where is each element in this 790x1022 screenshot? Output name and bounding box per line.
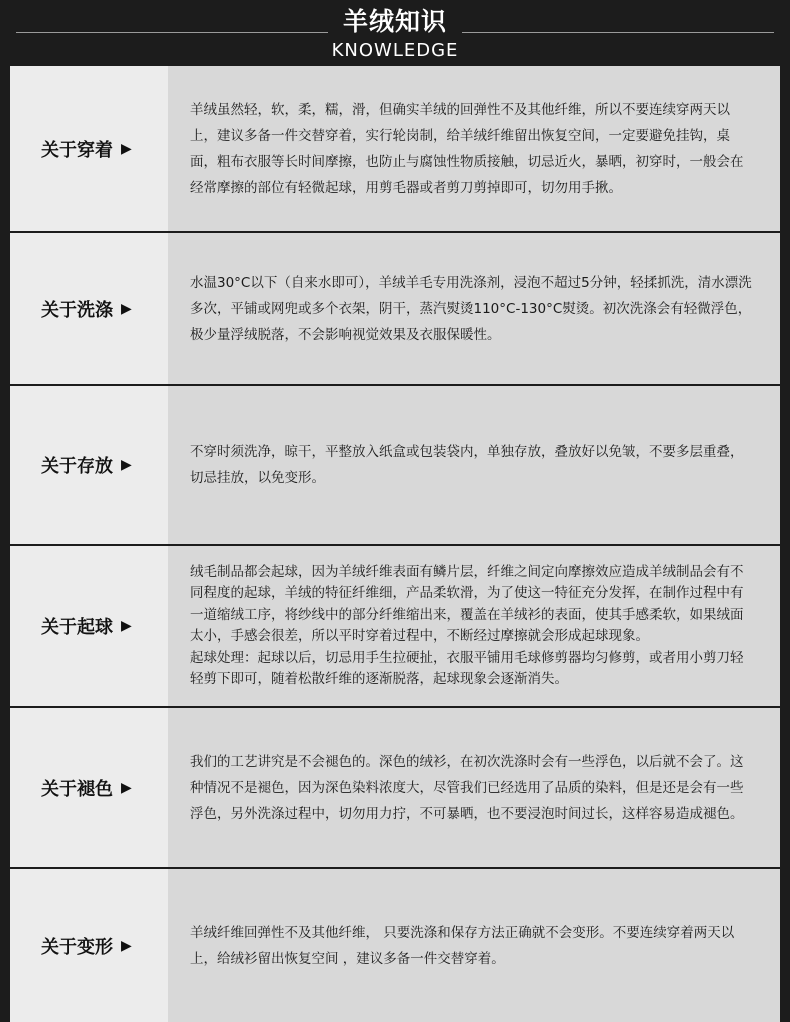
row-content <box>168 546 780 706</box>
table-row-deformation <box>10 869 780 1022</box>
row-content <box>168 233 780 384</box>
table-row-storage <box>10 386 780 546</box>
row-label <box>10 546 168 706</box>
row-label-text: 关于变形 <box>41 936 113 958</box>
row-label <box>10 233 168 384</box>
arrow-right-icon: ▶ <box>121 457 132 473</box>
row-text: 水温30°C以下（自来水即可），羊绒羊毛专用洗涤剂，浸泡不超过5分钟，轻揉抓洗，清水漂洗多次，平铺或网兜或多个衣架，阴干，蒸汽熨烫110°C-130°C熨烫。初次洗涤会有轻微浮色，极少量浮绒脱落，不会影响视觉效果及衣服保暖性。 <box>190 274 752 343</box>
row-label <box>10 66 168 231</box>
row-label-text: 关于褪色 <box>41 778 113 800</box>
row-label-text: 关于穿着 <box>41 139 113 161</box>
row-label <box>10 869 168 1022</box>
table-row-fading <box>10 708 780 869</box>
table-row-wearing <box>10 66 780 233</box>
arrow-right-icon: ▶ <box>121 937 132 954</box>
row-content <box>168 386 780 544</box>
row-label <box>10 386 168 544</box>
section-title: 羊绒知识 <box>342 7 447 36</box>
arrow-right-icon: ▶ <box>121 618 132 634</box>
row-text: 我们的工艺讲究是不会褪色的。深色的绒衫，在初次洗涤时会有一些浮色，以后就不会了。这种情况不是褪色，因为深色染料浓度大，尽管我们已经选用了品质的染料，但是还是会有一些浮色，另外洗涤过程中，切勿用力拧，不可暴晒，也不要浸泡时间过长，这样容易造成褪色。 <box>190 753 744 822</box>
row-content <box>168 869 780 1022</box>
row-text: 羊绒虽然轻，软，柔，糯，滑，但确实羊绒的回弹性不及其他纤维，所以不要连续穿两天以上，建议多备一件交替穿着，实行轮岗制，给羊绒纤维留出恢复空间，一定要避免挂钩，桌面，粗布衣服等长时间摩擦，也防止与腐蚀性物质接触，切忌近火，暴晒，初穿时，一般会在经常摩擦的部位有轻微起球，用剪毛器或者剪刀剪掉即可，切勿用手揪。 <box>190 101 744 196</box>
table-row-pilling <box>10 546 780 708</box>
row-content <box>168 66 780 231</box>
arrow-right-icon: ▶ <box>121 300 132 317</box>
arrow-right-icon: ▶ <box>121 779 132 796</box>
arrow-right-icon: ▶ <box>121 140 132 157</box>
section-header <box>0 0 790 66</box>
row-text: 不穿时须洗净，晾干，平整放入纸盒或包装袋内，单独存放，叠放好以免皱，不要多层重叠，切忌挂放，以免变形。 <box>190 444 744 486</box>
row-text: 羊绒纤维回弹性不及其他纤维， 只要洗涤和保存方法正确就不会变形。不要连续穿着两天以上，给绒衫留出恢复空间 ，建议多备一件交替穿着。 <box>190 924 735 967</box>
row-label <box>10 708 168 867</box>
table-row-washing <box>10 233 780 386</box>
row-label-text: 关于存放 <box>41 456 113 477</box>
section-subtitle: KNOWLEDGE <box>331 40 459 61</box>
row-text: 绒毛制品都会起球，因为羊绒纤维表面有鳞片层，纤维之间定向摩擦效应造成羊绒制品会有不同程度的起球，羊绒的特征纤维细，产品柔软滑，为了使这一特征充分发挥，在制作过程中有一道缩绒工序，将纱线中的部分纤维缩出来，覆盖在羊绒衫的表面，使其手感柔软，如果绒面太小，手感会很差，所以平时穿着过程中，不断经过摩擦就会形成起球现象。 <box>190 563 744 644</box>
row-content <box>168 708 780 867</box>
row-label-text: 关于起球 <box>41 617 113 638</box>
row-label-text: 关于洗涤 <box>41 299 113 321</box>
knowledge-table <box>10 66 780 1022</box>
row-text: 起球处理：起球以后，切忌用手生拉硬扯，衣服平铺用毛球修剪器均匀修剪，或者用小剪刀轻轻剪下即可，随着松散纤维的逐渐脱落，起球现象会逐渐消失。 <box>190 649 744 687</box>
